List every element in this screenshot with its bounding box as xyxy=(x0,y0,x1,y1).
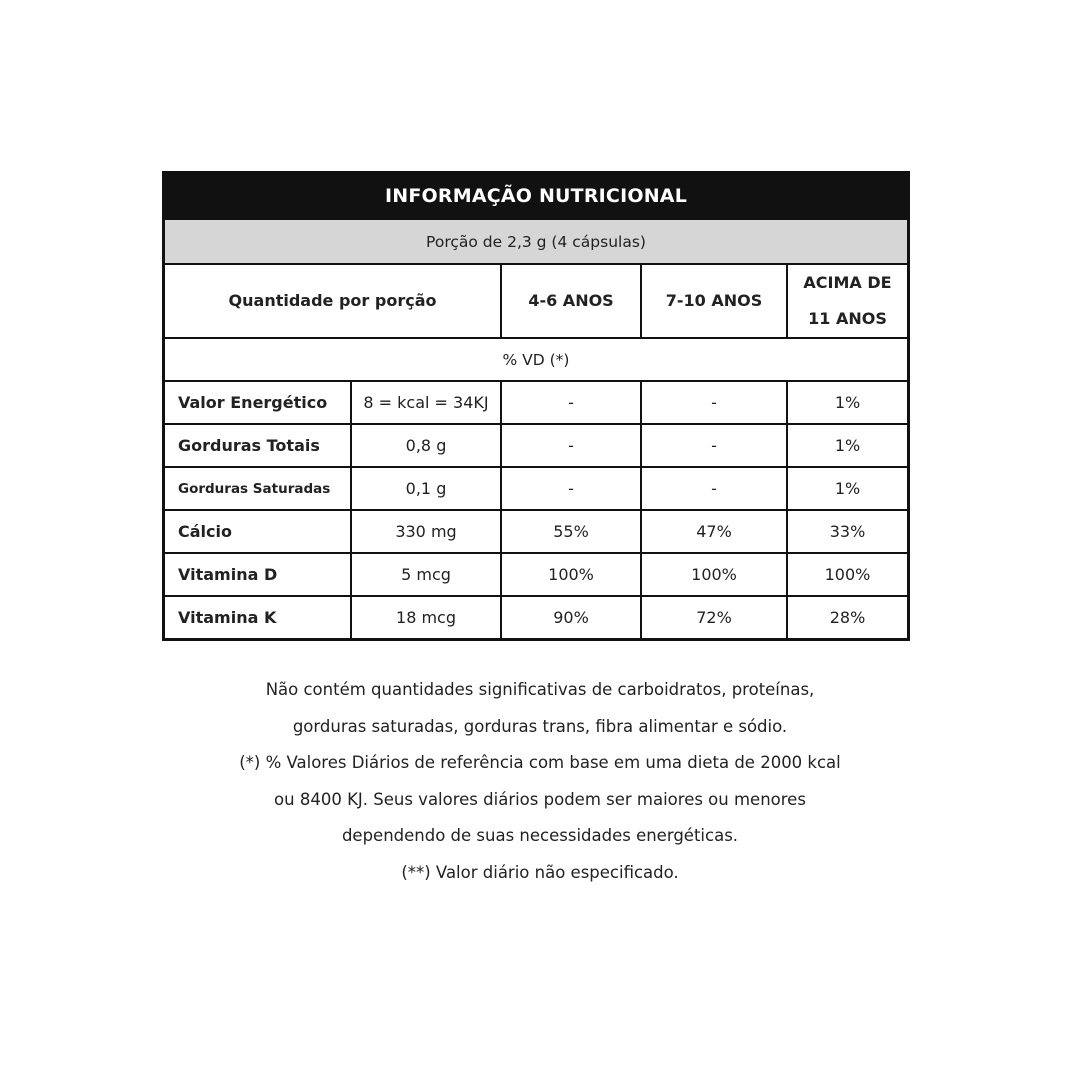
footnotes xyxy=(0,672,1080,892)
vd-11-plus: 33% xyxy=(787,510,907,553)
vd-11-plus: 1% xyxy=(787,381,907,424)
vd-4-6: 55% xyxy=(501,510,641,553)
nutrition-table xyxy=(165,263,907,638)
table-row xyxy=(165,553,907,596)
panel-title: INFORMAÇÃO NUTRICIONAL xyxy=(165,174,907,218)
nutrient-name: Gorduras Totais xyxy=(165,424,351,467)
age-group-11-plus-header: ACIMA DE 11 ANOS xyxy=(787,264,907,338)
vd-7-10: 100% xyxy=(641,553,787,596)
vd-11-plus: 1% xyxy=(787,424,907,467)
quantity-header: Quantidade por porção xyxy=(165,264,501,338)
nutrient-amount: 18 mcg xyxy=(351,596,501,638)
vd-label: % VD (*) xyxy=(165,338,907,381)
table-row xyxy=(165,424,907,467)
vd-row xyxy=(165,338,907,381)
vd-4-6: 90% xyxy=(501,596,641,638)
vd-7-10: 72% xyxy=(641,596,787,638)
footnote-line: gorduras saturadas, gorduras trans, fibra alimentar e sódio. xyxy=(292,716,788,736)
vd-4-6: - xyxy=(501,467,641,510)
vd-7-10: - xyxy=(641,381,787,424)
vd-7-10: 47% xyxy=(641,510,787,553)
table-row xyxy=(165,467,907,510)
vd-11-plus: 100% xyxy=(787,553,907,596)
nutrient-amount: 8 = kcal = 34KJ xyxy=(351,381,501,424)
table-header-row xyxy=(165,264,907,338)
nutrient-amount: 5 mcg xyxy=(351,553,501,596)
table-row xyxy=(165,596,907,638)
age-group-7-10-header: 7-10 ANOS xyxy=(641,264,787,338)
nutrient-name: Vitamina D xyxy=(165,553,351,596)
nutrient-amount: 0,1 g xyxy=(351,467,501,510)
footnote-line: ou 8400 KJ. Seus valores diários podem ser maiores ou menores xyxy=(274,789,806,809)
age-group-4-6-header: 4-6 ANOS xyxy=(501,264,641,338)
footnote-line: (**) Valor diário não especificado. xyxy=(401,862,679,882)
nutrient-name: Vitamina K xyxy=(165,596,351,638)
nutrient-name: Cálcio xyxy=(165,510,351,553)
vd-11-plus: 28% xyxy=(787,596,907,638)
portion-size: Porção de 2,3 g (4 cápsulas) xyxy=(165,218,907,263)
nutrient-amount: 330 mg xyxy=(351,510,501,553)
vd-11-plus: 1% xyxy=(787,467,907,510)
vd-7-10: - xyxy=(641,467,787,510)
footnote-line: (*) % Valores Diários de referência com base em uma dieta de 2000 kcal xyxy=(239,753,841,773)
nutrient-amount: 0,8 g xyxy=(351,424,501,467)
table-row xyxy=(165,510,907,553)
footnote-line: Não contém quantidades significativas de carboidratos, proteínas, xyxy=(265,680,815,699)
nutrient-name: Gorduras Saturadas xyxy=(165,467,351,510)
nutrient-name: Valor Energético xyxy=(165,381,351,424)
vd-7-10: - xyxy=(641,424,787,467)
footnote-line: dependendo de suas necessidades energéticas. xyxy=(341,826,739,846)
vd-4-6: - xyxy=(501,424,641,467)
nutrition-facts-panel xyxy=(162,171,910,641)
vd-4-6: 100% xyxy=(501,553,641,596)
vd-4-6: - xyxy=(501,381,641,424)
table-row xyxy=(165,381,907,424)
